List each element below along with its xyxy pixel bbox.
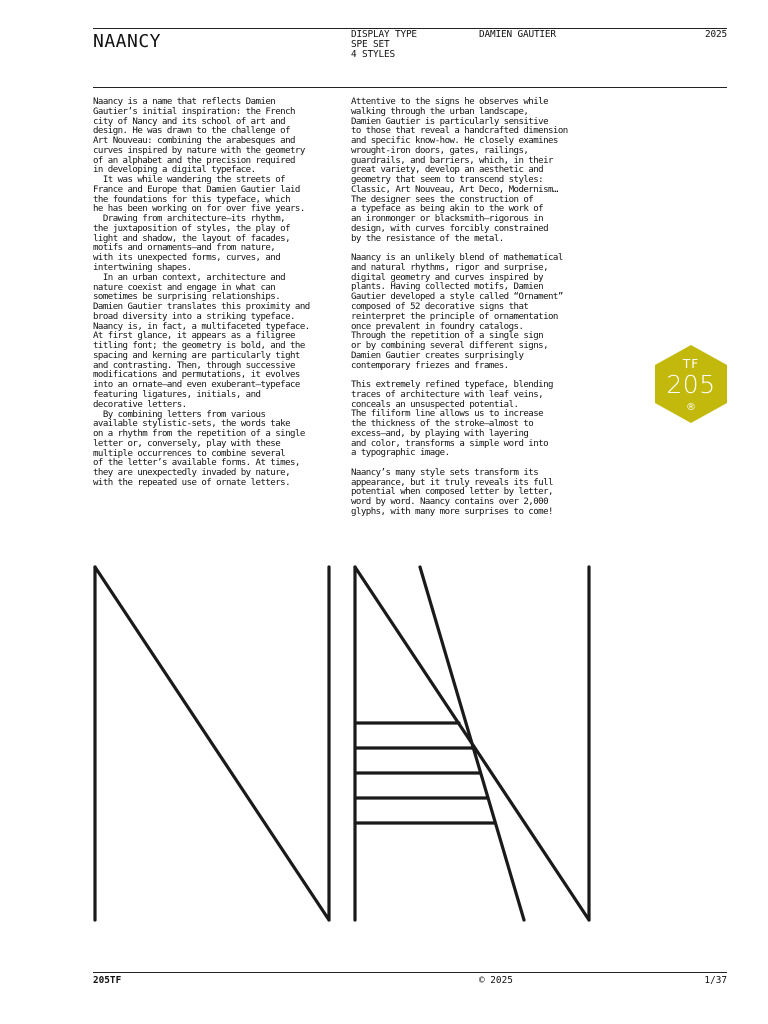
body-column-left: [93, 98, 341, 489]
header-bottom-rule: [93, 87, 727, 88]
footer-rule: [93, 972, 727, 973]
year-label: 2025: [705, 29, 727, 40]
badge-number: 205: [666, 370, 716, 399]
category-label: DISPLAY TYPE: [351, 29, 417, 40]
style-set-label: SPE SET: [351, 38, 390, 50]
tf205-badge: [654, 344, 728, 424]
designer-label: DAMIEN GAUTIER: [479, 29, 556, 40]
glyph-n-second: [355, 567, 589, 920]
body-text-left: Naancy is a name that reflects Damien Gautier’s initial inspiration: the French city of Nancy and its school of art and design. He was drawn to the challenge of Art Nouveau: combining the arabesques and curves inspired by nature with the geometry of an alphabet and the precision required in developing a digital typeface. It was while wandering the streets of France and Europe that Damien Gautier laid the foundations for this typeface, which he has been working on for over five years. Drawing from architecture—its rhythm, the juxtaposition of styles, the play of light and shadow, the layout of facades, motifs and ornaments—and from nature, with its unexpected forms, curves, and intertwining shapes. In an urban context, architecture and nature coexist and engage in what can sometimes be surprising relationships. Damien Gautier translates this proximity and broad diversity into a striking typeface. Naancy is, in fact, a multifaceted typeface. At first glance, it appears as a filigree titling font; the geometry is bold, and the spacing and kerning are particularly tight and contrasting. Then, through successive modifications and permutations, it evolves into an ornate—and even exuberant—typeface featuring ligatures, initials, and decorative letters. By combining letters from various available stylistic-sets, the words take on a rhythm from the repetition of a single letter or, conversely, play with these multiple occurrences to combine several of the letter’s available forms. At times, they are unexpectedly invaded by nature, with the repeated use of ornate letters.: [93, 97, 310, 488]
badge-registered-mark: ®: [686, 402, 696, 413]
page-title: NAANCY: [93, 31, 162, 52]
glyph-a-ornate: [355, 567, 524, 920]
footer-brand: 205TF: [93, 975, 122, 986]
footer-page-number: 1/37: [704, 975, 727, 986]
typeface-meta: [351, 30, 417, 59]
footer-copyright: © 2025: [479, 975, 513, 986]
body-paragraph-3: This extremely refined typeface, blending traces of architecture with leaf veins, conceals an unsuspected potential. The filiform line allows us to increase the thickness of the stroke—almost to excess—and, by playing with layering and color, transforms a simple word into a typographic image.: [351, 380, 553, 459]
body-column-right: [351, 98, 599, 518]
body-paragraph-2: Naancy is an unlikely blend of mathematical and natural rhythms, rigor and surprise, digital geometry and curves inspired by plants. Having collected motifs, Damien Gautier developed a style called “Ornament” composed of 52 decorative signs that reinterpret the principle of ornamentation once prevalent in foundry catalogs. Through the repetition of a single sign or by combining several different signs, Damien Gautier creates surprisingly contemporary friezes and frames.: [351, 253, 563, 371]
body-paragraph-1: Attentive to the signs he observes while walking through the urban landscape, Damien Gautier is particularly sensitive to those that reveal a handcrafted dimension and specific know-how. He closely examines wrought-iron doors, gates, railings, guardrails, and barriers, which, in their great variety, develop an aesthetic and geometry that seem to transcend styles: Classic, Art Nouveau, Art Deco, Modernism… The designer sees the construction of a typeface as being akin to the work of an ironmonger or blacksmith—rigorous in design, with curves forcibly constrained by the resistance of the metal.: [351, 97, 568, 244]
glyph-n-first: [95, 567, 329, 920]
styles-count-label: 4 STYLES: [351, 48, 395, 60]
body-paragraph-4: Naancy’s many style sets transform its appearance, but it truly reveals its full potential when composed letter by letter, word by word. Naancy contains over 2,000 glyphs, with many more surprises to come!: [351, 467, 553, 517]
badge-top-text: TF: [682, 357, 700, 371]
